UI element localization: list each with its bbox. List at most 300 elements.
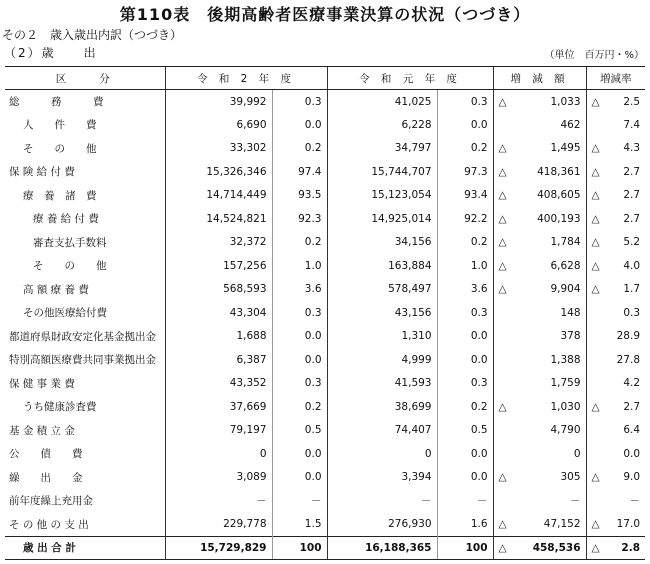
r1-amount [327, 113, 437, 137]
r1-amount [327, 254, 437, 278]
r1-amount-value: 578,497 [388, 283, 432, 296]
r2-share-value: 97.4 [298, 165, 322, 178]
r1-share [437, 419, 493, 443]
change-amount-value: 47,152 [543, 518, 581, 530]
change-amount [493, 513, 586, 537]
row-label-value: 高 額 療 養 費 [23, 283, 89, 296]
r1-amount-value: 15,123,054 [371, 189, 432, 202]
change-rate [586, 231, 645, 255]
row-label-value: そ の 他 [23, 142, 97, 155]
change-rate [586, 184, 645, 208]
r1-share-value: 0.0 [470, 353, 488, 366]
r2-share-value: 0.0 [304, 447, 322, 460]
change-rate-value: 5.2 [623, 236, 641, 249]
row-label-value: 療 養 給 付 費 [33, 213, 99, 226]
change-rate-value: 2.7 [623, 212, 641, 225]
table-row [5, 395, 645, 419]
table-body [5, 90, 645, 560]
r2-amount-value: 157,256 [223, 259, 267, 272]
header-r1: 令 和 元 年 度 [327, 67, 493, 90]
change-rate-value: 4.2 [623, 377, 641, 390]
change-rate [586, 395, 645, 419]
change-amount [493, 395, 586, 419]
r1-share-value: 0.2 [470, 236, 488, 249]
change-rate-value: 9.0 [623, 471, 641, 484]
change-amount [493, 278, 586, 302]
change-rate [586, 90, 645, 114]
r2-amount [165, 90, 272, 114]
change-amount [493, 348, 586, 372]
r2-share-value: 3.6 [304, 283, 322, 296]
change-rate [586, 113, 645, 137]
r2-share [272, 348, 327, 372]
change-rate-value: 1.7 [623, 283, 641, 296]
change-amount-value: 462 [560, 118, 581, 131]
change-amount [493, 254, 586, 278]
change-amount-value: 408,605 [537, 189, 581, 202]
header-category: 区 分 [5, 67, 165, 90]
change-amount-value: 9,904 [550, 283, 581, 296]
r2-amount-value: 14,714,449 [206, 189, 267, 202]
r2-share [272, 372, 327, 396]
header-change: 増 減 額 [493, 67, 586, 90]
change-amount [493, 90, 586, 114]
row-label [5, 301, 165, 325]
table-row [5, 184, 645, 208]
row-label [5, 278, 165, 302]
row-label-value: 人 件 費 [23, 119, 97, 132]
r1-share [437, 466, 493, 490]
page-title: 第110表 後期高齢者医療事業決算の状況（つづき） [119, 5, 531, 24]
r2-share-value: 0.0 [304, 471, 322, 484]
row-label [5, 207, 165, 231]
change-amount [493, 184, 586, 208]
r1-amount-value: 15,744,707 [371, 165, 432, 178]
r1-amount [327, 442, 437, 466]
decrease-mark: △ [591, 283, 600, 296]
row-label [5, 395, 165, 419]
row-label-value: 保 健 事 業 費 [9, 377, 75, 390]
row-label [5, 442, 165, 466]
r1-share-value: 0.0 [470, 471, 488, 484]
header-r2: 令 和 2 年 度 [165, 67, 327, 90]
change-rate-value: 2.7 [623, 165, 641, 178]
r1-amount-value: 34,797 [394, 142, 432, 155]
r1-share-value: 0.5 [470, 424, 488, 437]
r2-share [272, 301, 327, 325]
r2-share [272, 184, 327, 208]
subtitle: その２ 歳入歳出内訳（つづき） [2, 28, 183, 42]
change-rate-value: 27.8 [616, 353, 641, 366]
r2-amount [165, 466, 272, 490]
r1-amount [327, 160, 437, 184]
change-amount-value: 1,033 [550, 95, 581, 108]
decrease-mark: △ [498, 165, 507, 178]
r2-share [272, 231, 327, 255]
r1-share-value: 0.3 [470, 377, 488, 390]
change-amount-value: 1,759 [550, 377, 581, 390]
r1-share [437, 395, 493, 419]
change-rate [586, 536, 645, 560]
decrease-mark: △ [591, 471, 600, 484]
table-row [5, 372, 645, 396]
r2-share [272, 395, 327, 419]
change-rate-value: 2.7 [623, 400, 641, 413]
r2-share [272, 536, 327, 560]
r2-amount [165, 278, 272, 302]
change-rate [586, 348, 645, 372]
change-rate-value: － [629, 495, 641, 508]
r2-share [272, 325, 327, 349]
r1-amount [327, 231, 437, 255]
r1-amount-value: 38,699 [394, 400, 432, 413]
r2-amount [165, 372, 272, 396]
r2-share [272, 489, 327, 513]
change-rate [586, 513, 645, 537]
row-label [5, 419, 165, 443]
r1-share [437, 301, 493, 325]
r1-amount [327, 278, 437, 302]
r2-share-value: 100 [299, 541, 322, 554]
r1-share [437, 231, 493, 255]
r2-share [272, 137, 327, 161]
change-amount-value: 1,495 [550, 142, 581, 155]
change-rate-value: 7.4 [623, 118, 641, 131]
r2-share-value: － [311, 495, 322, 508]
r1-share [437, 207, 493, 231]
r2-amount [165, 325, 272, 349]
r1-share [437, 513, 493, 537]
decrease-mark: △ [498, 212, 507, 225]
row-label [5, 325, 165, 349]
r2-share [272, 254, 327, 278]
r2-amount [165, 113, 272, 137]
change-rate-value: 4.0 [623, 259, 641, 272]
table-row [5, 419, 645, 443]
row-label [5, 372, 165, 396]
r1-share-value: 92.2 [464, 212, 488, 225]
table-row [5, 325, 645, 349]
r2-amount-value: 39,992 [229, 95, 267, 108]
change-amount-value: 148 [560, 306, 581, 319]
change-amount [493, 325, 586, 349]
r2-amount [165, 419, 272, 443]
row-label [5, 231, 165, 255]
r1-share-value: 93.4 [464, 189, 488, 202]
r2-share-value: 1.0 [304, 259, 322, 272]
r2-share [272, 160, 327, 184]
row-label-value: そ の 他 の 支 出 [9, 518, 89, 531]
change-amount [493, 466, 586, 490]
change-rate [586, 254, 645, 278]
r2-amount [165, 301, 272, 325]
r2-amount [165, 489, 272, 513]
r1-share [437, 160, 493, 184]
r2-share-value: 0.3 [304, 306, 322, 319]
r2-amount-value: 0 [259, 447, 267, 460]
row-label [5, 137, 165, 161]
decrease-mark: △ [591, 165, 600, 178]
r1-amount [327, 348, 437, 372]
table-row [5, 536, 645, 560]
row-label-value: 保 険 給 付 費 [9, 166, 75, 179]
r1-share [437, 137, 493, 161]
decrease-mark: △ [591, 142, 600, 155]
r1-share [437, 278, 493, 302]
change-rate-value: 6.4 [623, 424, 641, 437]
r2-amount [165, 160, 272, 184]
r1-amount-value: 1,310 [401, 330, 432, 343]
table-row [5, 466, 645, 490]
change-amount [493, 536, 586, 560]
change-rate [586, 301, 645, 325]
r2-amount [165, 254, 272, 278]
r1-amount-value: 74,407 [394, 424, 432, 437]
r2-amount [165, 513, 272, 537]
r2-amount-value: 6,690 [236, 118, 267, 131]
row-label [5, 536, 165, 560]
r2-amount [165, 184, 272, 208]
r1-share [437, 489, 493, 513]
r1-share-value: 0.3 [470, 95, 488, 108]
change-rate [586, 466, 645, 490]
r1-share-value: 0.2 [470, 400, 488, 413]
row-label-value: 基 金 積 立 金 [9, 424, 75, 437]
row-label-value: 審査支払手数料 [33, 236, 107, 249]
change-amount [493, 137, 586, 161]
change-rate-value: 0.3 [623, 306, 641, 319]
change-rate-value: 2.8 [621, 541, 641, 554]
r1-share [437, 348, 493, 372]
change-rate [586, 160, 645, 184]
row-label [5, 90, 165, 114]
row-label-value: 歳 出 合 計 [23, 542, 76, 555]
change-amount [493, 372, 586, 396]
r1-share-value: 1.0 [470, 259, 488, 272]
r2-amount-value: 229,778 [223, 518, 267, 530]
row-label-value: うち健康診査費 [23, 401, 97, 414]
r1-amount [327, 207, 437, 231]
r1-amount-value: 43,156 [394, 306, 432, 319]
change-amount-value: 4,790 [550, 424, 581, 437]
row-label [5, 466, 165, 490]
table-row [5, 207, 645, 231]
r1-share-value: 0.3 [470, 306, 488, 319]
change-rate [586, 442, 645, 466]
r1-amount [327, 184, 437, 208]
change-amount-value: － [570, 495, 581, 508]
decrease-mark: △ [591, 189, 600, 202]
r2-share-value: 0.3 [304, 95, 322, 108]
r2-amount-value: 14,524,821 [206, 212, 267, 225]
r2-amount-value: 33,302 [229, 142, 267, 155]
r2-amount-value: － [256, 495, 267, 508]
change-amount [493, 160, 586, 184]
change-rate [586, 207, 645, 231]
table-row [5, 160, 645, 184]
decrease-mark: △ [498, 541, 507, 554]
r1-amount [327, 372, 437, 396]
change-amount-value: 1,030 [550, 400, 581, 413]
r2-share [272, 513, 327, 537]
r2-share-value: 0.0 [304, 353, 322, 366]
table-row [5, 90, 645, 114]
r2-share-value: 0.5 [304, 424, 322, 437]
r1-share-value: 0.0 [470, 118, 488, 131]
r1-amount [327, 489, 437, 513]
r2-amount-value: 15,326,346 [206, 165, 267, 178]
r2-share-value: 0.2 [304, 142, 322, 155]
r2-share [272, 207, 327, 231]
row-label-value: 特別高額医療費共同事業拠出金 [9, 354, 156, 367]
r2-share-value: 0.0 [304, 118, 322, 131]
decrease-mark: △ [498, 95, 507, 108]
change-amount [493, 207, 586, 231]
r2-amount-value: 43,304 [229, 306, 267, 319]
r1-amount-value: 4,999 [401, 353, 432, 366]
decrease-mark: △ [591, 541, 600, 554]
decrease-mark: △ [591, 95, 600, 108]
r2-share-value: 93.5 [298, 189, 322, 202]
r1-amount-value: 14,925,014 [371, 212, 432, 225]
r2-share-value: 92.3 [298, 212, 322, 225]
decrease-mark: △ [498, 142, 507, 155]
change-amount-value: 400,193 [537, 212, 581, 225]
r2-amount [165, 348, 272, 372]
r2-amount [165, 207, 272, 231]
r2-share-value: 0.2 [304, 236, 322, 249]
r1-share [437, 184, 493, 208]
change-amount [493, 419, 586, 443]
r1-amount [327, 137, 437, 161]
r1-amount-value: 41,025 [394, 95, 432, 108]
r1-amount-value: 16,188,365 [365, 541, 432, 554]
row-label [5, 254, 165, 278]
table-row [5, 254, 645, 278]
table-row [5, 137, 645, 161]
r1-share [437, 325, 493, 349]
table-row [5, 442, 645, 466]
r1-amount-value: 276,930 [388, 518, 432, 530]
change-rate-value: 2.5 [623, 95, 641, 108]
change-rate-value: 28.9 [616, 330, 641, 343]
row-label-value: 都道府県財政安定化基金拠出金 [9, 330, 156, 343]
row-label-value: 公 債 費 [9, 448, 83, 461]
table-row [5, 278, 645, 302]
change-amount-value: 418,361 [537, 165, 581, 178]
unit-note: （単位 百万円・%） [544, 50, 644, 61]
r2-amount-value: 32,372 [229, 236, 267, 249]
r2-share-value: 1.5 [304, 518, 322, 530]
row-label-value: その他医療給付費 [23, 307, 107, 320]
r1-share [437, 113, 493, 137]
r2-amount [165, 395, 272, 419]
row-label [5, 184, 165, 208]
r2-amount-value: 3,089 [236, 471, 267, 484]
r2-share [272, 466, 327, 490]
change-rate-value: 2.7 [623, 189, 641, 202]
r1-amount [327, 395, 437, 419]
change-amount [493, 301, 586, 325]
header-row [5, 67, 645, 90]
r1-share-value: 1.6 [470, 518, 488, 530]
change-amount-value: 1,388 [550, 353, 581, 366]
table-row [5, 231, 645, 255]
row-label-value: 療 養 諸 費 [23, 189, 97, 202]
change-rate [586, 278, 645, 302]
change-amount-value: 305 [560, 471, 581, 484]
change-rate-value: 17.0 [616, 518, 641, 530]
change-rate [586, 325, 645, 349]
r1-amount [327, 325, 437, 349]
decrease-mark: △ [498, 189, 507, 202]
r2-share [272, 113, 327, 137]
r2-amount-value: 43,352 [229, 377, 267, 390]
change-amount [493, 489, 586, 513]
row-label [5, 113, 165, 137]
r2-amount [165, 442, 272, 466]
change-amount [493, 442, 586, 466]
decrease-mark: △ [498, 259, 507, 272]
change-amount-value: 6,628 [550, 259, 581, 272]
table-row [5, 513, 645, 537]
header-rate: 増減率 [586, 67, 645, 90]
row-label [5, 160, 165, 184]
row-label-value: 総 務 費 [9, 96, 104, 108]
r1-share-value: 0.2 [470, 142, 488, 155]
r1-amount-value: 0 [424, 447, 432, 460]
decrease-mark: △ [498, 471, 507, 484]
decrease-mark: △ [591, 518, 600, 530]
r1-amount-value: 6,228 [401, 118, 432, 131]
r2-amount-value: 568,593 [223, 283, 267, 296]
r2-amount-value: 15,729,829 [200, 541, 267, 554]
r2-amount [165, 536, 272, 560]
r1-share [437, 372, 493, 396]
table-row [5, 489, 645, 513]
change-rate [586, 372, 645, 396]
change-rate [586, 419, 645, 443]
r2-share-value: 0.2 [304, 400, 322, 413]
r2-amount-value: 6,387 [236, 353, 267, 366]
row-label [5, 513, 165, 537]
r2-amount-value: 1,688 [236, 330, 267, 343]
decrease-mark: △ [591, 259, 600, 272]
r1-share-value: 0.0 [470, 330, 488, 343]
row-label-value: そ の 他 [33, 260, 107, 273]
r2-amount-value: 37,669 [229, 400, 267, 413]
change-rate [586, 489, 645, 513]
r1-share-value: 3.6 [470, 283, 488, 296]
row-label-value: 前年度繰上充用金 [9, 495, 93, 508]
r1-amount-value: － [421, 495, 432, 508]
r1-share [437, 536, 493, 560]
section-heading: （2）歳 出 [4, 46, 98, 60]
r1-share [437, 90, 493, 114]
r2-share [272, 90, 327, 114]
change-amount-value: 1,784 [550, 236, 581, 249]
row-label [5, 348, 165, 372]
r2-share [272, 278, 327, 302]
r1-amount [327, 536, 437, 560]
r1-amount-value: 163,884 [388, 259, 432, 272]
r1-amount [327, 90, 437, 114]
r2-share-value: 0.3 [304, 377, 322, 390]
r1-amount [327, 301, 437, 325]
r2-amount [165, 231, 272, 255]
r2-share-value: 0.0 [304, 330, 322, 343]
decrease-mark: △ [498, 400, 507, 413]
